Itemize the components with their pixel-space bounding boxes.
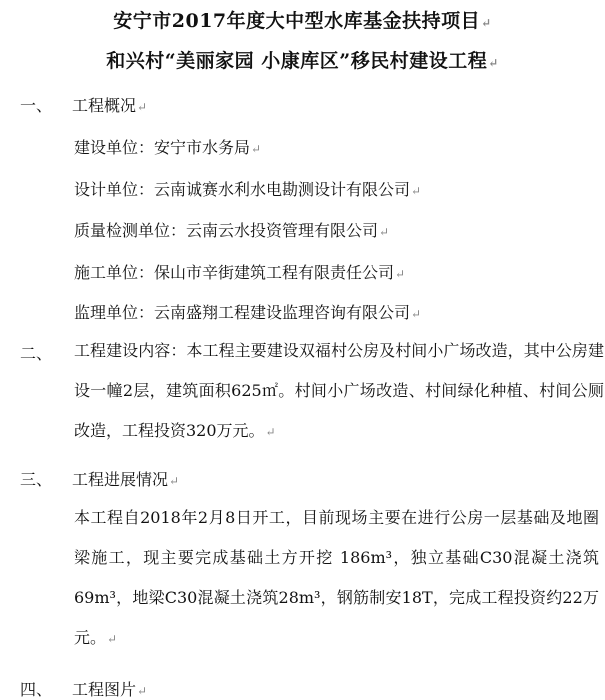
section1-heading: 一、 工程概况↵ bbox=[20, 96, 148, 115]
quality-inspection-unit: 质量检测单位：云南云水投资管理有限公司↵ bbox=[74, 221, 390, 240]
section4-heading: 四、 工程图片↵ bbox=[20, 680, 148, 699]
contractor-unit: 施工单位：保山市辛街建筑工程有限责任公司↵ bbox=[74, 263, 406, 282]
document-title-line1: 安宁市2017年度大中型水库基金扶持项目↵ bbox=[113, 10, 492, 32]
section3-heading: 三、 工程进展情况↵ bbox=[20, 470, 180, 489]
supervision-unit: 监理单位：云南盛翔工程建设监理咨询有限公司↵ bbox=[74, 303, 422, 322]
section3-content: 本工程自2018年2月8日开工，目前现场主要在进行公房一层基础及地圈梁施工，现主要完成基础土方开挖 186m³，独立基础C30混凝土浇筑69m³，地梁C30混凝土浇筑28m³，钢筋制安18T，完成工程投资约22万元。↵ bbox=[74, 508, 599, 647]
document-title-line2: 和兴村“美丽家园 小康库区”移民村建设工程↵ bbox=[106, 50, 499, 72]
section2-content: 工程建设内容：本工程主要建设双福村公房及村间小广场改造，其中公房建设一幢2层，建筑面积625㎡。村间小广场改造、村间绿化种植、村间公厕改造，工程投资320万元。↵ bbox=[74, 341, 604, 440]
construction-unit: 建设单位：安宁市水务局↵ bbox=[74, 138, 262, 157]
design-unit: 设计单位：云南诚赛水利水电勘测设计有限公司↵ bbox=[74, 180, 422, 199]
section2-num: 二、 bbox=[20, 344, 53, 363]
